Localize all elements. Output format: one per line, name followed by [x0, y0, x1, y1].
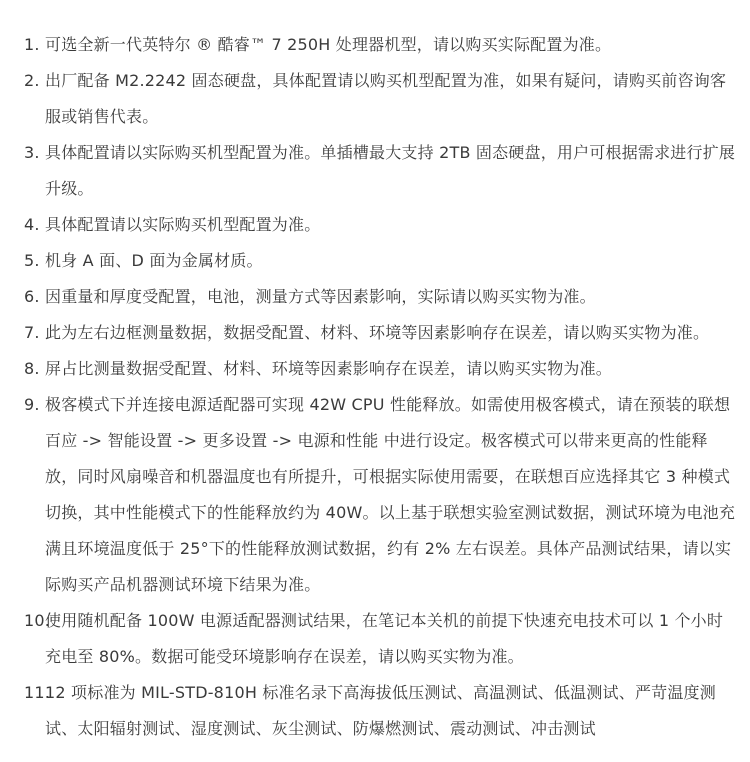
footnote-number: 3. — [24, 143, 40, 162]
footnote-item-4 — [0, 207, 750, 243]
footnote-item-6 — [0, 279, 750, 315]
footnote-item-1 — [0, 27, 750, 63]
footnote-item-8 — [0, 351, 750, 387]
footnote-number: 2. — [24, 71, 40, 90]
footnote-item-3 — [0, 135, 750, 207]
footnote-item-10 — [0, 603, 750, 675]
footnote-item-7 — [0, 315, 750, 351]
footnote-text: 极客模式下并连接电源适配器可实现 42W CPU 性能释放。如需使用极客模式，请在预装的联想百应 -> 智能设置 -> 更多设置 -> 电源和性能 中进行设定。极客模式可以带来更高的性能释放，同时风扇噪音和机器温度也有所提升，可根据实际使用需要，在联想百应选择其它 3 种模式切换，其中性能模式下的性能释放约为 40W。以上基于联想实验室测试数据，测试环境为电池充满且环境温度低于 25°下的性能释放测试数据，约有 2% 左右误差。具体产品测试结果，请以实际购买产品机器测试环境下结果为准。 — [45, 395, 736, 594]
footnote-number: 7. — [24, 323, 40, 342]
footnote-item-5 — [0, 243, 750, 279]
footnote-number: 10. — [24, 611, 51, 630]
footnote-text: 出厂配备 M2.2242 固态硬盘，具体配置请以购买机型配置为准，如果有疑问，请购买前咨询客服或销售代表。 — [45, 71, 727, 126]
footnote-number: 6. — [24, 287, 40, 306]
footnote-number: 11. — [24, 683, 51, 702]
footnote-item-9 — [0, 387, 750, 603]
footnote-number: 5. — [24, 251, 40, 270]
footnote-text: 使用随机配备 100W 电源适配器测试结果，在笔记本关机的前提下快速充电技术可以 1 个小时充电至 80%。数据可能受环境影响存在误差，请以购买实物为准。 — [45, 611, 724, 666]
footnote-text: 因重量和厚度受配置，电池，测量方式等因素影响，实际请以购买实物为准。 — [45, 287, 596, 306]
footnote-text: 12 项标准为 MIL-STD-810H 标准名录下高海拔低压测试、高温测试、低温测试、严苛温度测试、太阳辐射测试、湿度测试、灰尘测试、防爆燃测试、震动测试、冲击测试 — [45, 683, 716, 738]
footnote-text: 具体配置请以实际购买机型配置为准。单插槽最大支持 2TB 固态硬盘，用户可根据需求进行扩展升级。 — [45, 143, 736, 198]
footnote-text: 此为左右边框测量数据，数据受配置、材料、环境等因素影响存在误差，请以购买实物为准。 — [45, 323, 710, 342]
footnote-text: 可选全新一代英特尔 ® 酷睿™ 7 250H 处理器机型，请以购买实际配置为准。 — [45, 35, 612, 54]
footnote-number: 8. — [24, 359, 40, 378]
footnote-item-2 — [0, 63, 750, 135]
footnote-text: 具体配置请以实际购买机型配置为准。 — [45, 215, 321, 234]
footnote-item-11 — [0, 675, 750, 747]
footnote-text: 机身 A 面、D 面为金属材质。 — [45, 251, 263, 270]
footnote-number: 4. — [24, 215, 40, 234]
footnote-number: 9. — [24, 395, 40, 414]
footnote-text: 屏占比测量数据受配置、材料、环境等因素影响存在误差，请以购买实物为准。 — [45, 359, 613, 378]
footnote-number: 1. — [24, 35, 40, 54]
footnote-list — [0, 27, 750, 747]
